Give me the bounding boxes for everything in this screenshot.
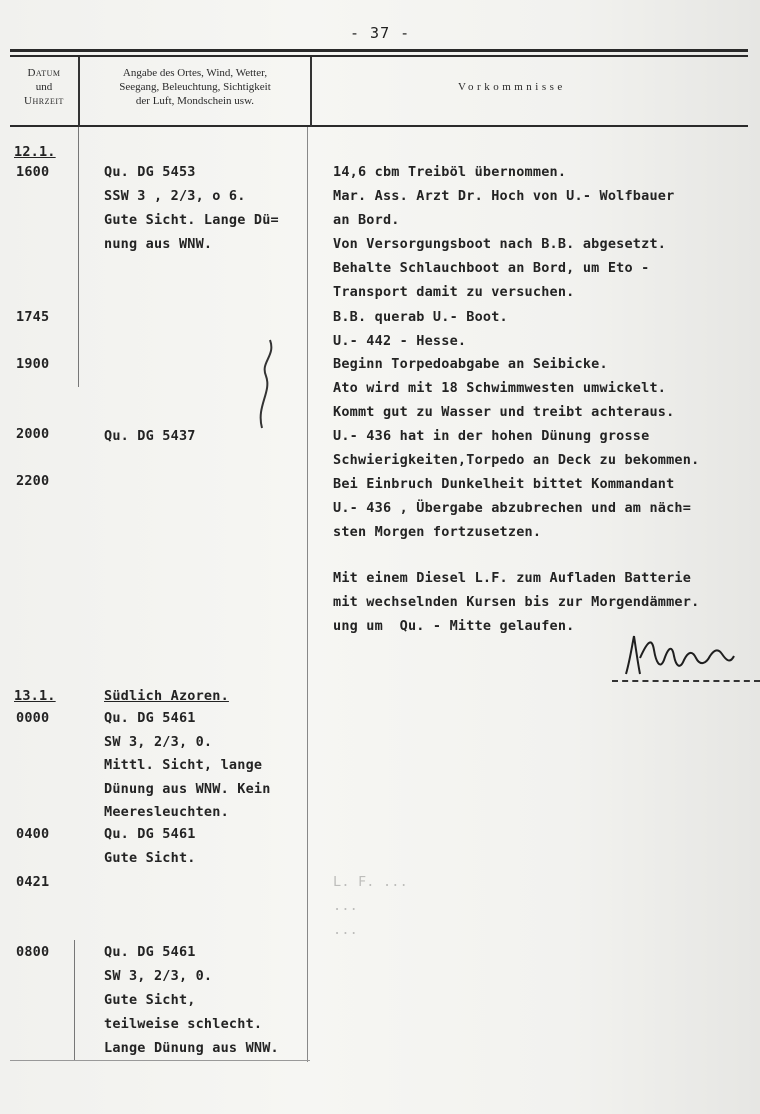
location-line: Mittl. Sicht, lange: [104, 757, 263, 773]
entry-time: 1900: [16, 356, 50, 372]
header-date-time: [14, 66, 74, 108]
event-line: B.B. querab U.- Boot.: [333, 309, 508, 325]
location-line: Gute Sicht.: [104, 850, 196, 866]
signature: [618, 630, 738, 680]
event-line: mit wechselnden Kursen bis zur Morgendämmer.: [333, 594, 700, 610]
header-location-weather: [80, 66, 310, 108]
event-line: Ato wird mit 18 Schwimmwesten umwickelt.: [333, 380, 667, 396]
entry-time: 0400: [16, 826, 50, 842]
header-col2-line2: Seegang, Beleuchtung, Sichtigkeit: [119, 81, 271, 93]
location-line: Gute Sicht. Lange Dü=: [104, 212, 279, 228]
event-line-faint: ...: [333, 922, 358, 938]
header-bottom-rule: [10, 125, 748, 127]
event-line: Bei Einbruch Dunkelheit bittet Kommandant: [333, 476, 675, 492]
event-line: Beginn Torpedoabgabe an Seibicke.: [333, 356, 608, 372]
event-line-faint: L. F. ...: [333, 874, 408, 890]
header-date-label: Datum: [27, 67, 61, 79]
event-line: Transport damit zu versuchen.: [333, 284, 575, 300]
event-line: Mar. Ass. Arzt Dr. Hoch von U.- Wolfbauer: [333, 188, 675, 204]
entry-date: 13.1.: [14, 688, 56, 704]
event-line: an Bord.: [333, 212, 400, 228]
location-line: Qu. DG 5437: [104, 428, 196, 444]
entry-time: 2000: [16, 426, 50, 442]
location-line: Dünung aus WNW. Kein: [104, 781, 271, 797]
location-line: SW 3, 2/3, 0.: [104, 968, 213, 984]
location-line: Qu. DG 5461: [104, 944, 196, 960]
location-line: Meeresleuchten.: [104, 804, 229, 820]
location-line: nung aus WNW.: [104, 236, 213, 252]
entry-time: 2200: [16, 473, 50, 489]
header-and-label: und: [35, 81, 53, 93]
entry-date: 12.1.: [14, 144, 56, 160]
event-line: U.- 436 , Übergabe abzubrechen und am näch=: [333, 500, 692, 516]
signature-line: [612, 680, 760, 682]
event-line: Von Versorgungsboot nach B.B. abgesetzt.: [333, 236, 667, 252]
entry-time: 1745: [16, 309, 50, 325]
event-line-faint: ...: [333, 898, 358, 914]
location-line: SW 3, 2/3, 0.: [104, 734, 213, 750]
location-line: teilweise schlecht.: [104, 1016, 263, 1032]
header-time-label: Uhrzeit: [24, 95, 64, 107]
header-events: Vorkommnisse: [458, 81, 566, 93]
event-line: U.- 436 hat in der hohen Dünung grosse: [333, 428, 650, 444]
event-line: 14,6 cbm Treiböl übernommen.: [333, 164, 567, 180]
col-divider-1: [78, 127, 79, 387]
bracket-mark: [250, 336, 280, 432]
location-line: Gute Sicht,: [104, 992, 196, 1008]
entry-time: 0800: [16, 944, 50, 960]
event-line: Behalte Schlauchboot an Bord, um Eto -: [333, 260, 650, 276]
entry-time: 0421: [16, 874, 50, 890]
event-line: Mit einem Diesel L.F. zum Aufladen Batterie: [333, 570, 692, 586]
location-line: Qu. DG 5453: [104, 164, 196, 180]
col-divider-1-bottom: [74, 940, 75, 1060]
page-number: - 37 -: [350, 24, 411, 42]
event-line: sten Morgen fortzusetzen.: [333, 524, 542, 540]
col-divider-2-header: [310, 57, 312, 127]
entry-time: 0000: [16, 710, 50, 726]
location-line: Qu. DG 5461: [104, 826, 196, 842]
event-line: Schwierigkeiten,Torpedo an Deck zu bekommen.: [333, 452, 700, 468]
bottom-rule: [10, 1060, 310, 1061]
header-top-rule-2: [10, 55, 748, 57]
header-top-rule: [10, 49, 748, 52]
location-line: SSW 3 , 2/3, o 6.: [104, 188, 246, 204]
event-line: ung um Qu. - Mitte gelaufen.: [333, 618, 575, 634]
event-line: Kommt gut zu Wasser und treibt achteraus.: [333, 404, 675, 420]
event-line: U.- 442 - Hesse.: [333, 333, 467, 349]
col-divider-2: [307, 127, 308, 1062]
header-col2-line3: der Luft, Mondschein usw.: [135, 95, 255, 107]
location-heading: Südlich Azoren.: [104, 688, 229, 704]
header-col2-line1: Angabe des Ortes, Wind, Wetter,: [122, 67, 268, 79]
location-line: Lange Dünung aus WNW.: [104, 1040, 279, 1056]
entry-time: 1600: [16, 164, 50, 180]
location-line: Qu. DG 5461: [104, 710, 196, 726]
